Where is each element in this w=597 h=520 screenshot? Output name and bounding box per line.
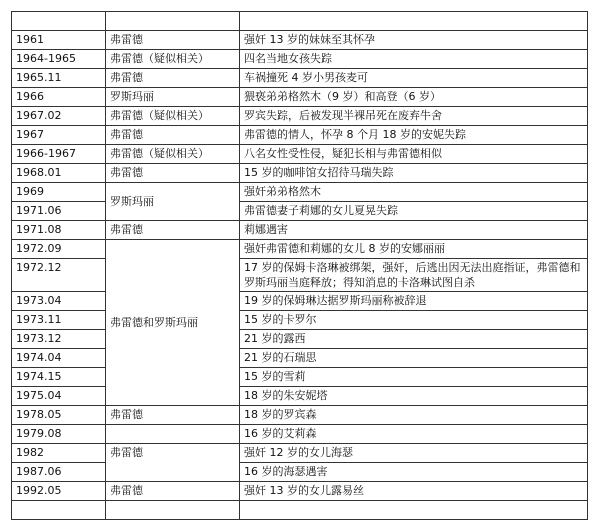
date-cell: 1972.12: [12, 259, 106, 292]
table-row: [12, 164, 588, 183]
table-row: [12, 330, 588, 349]
table-row: [12, 292, 588, 311]
event-cell: 莉娜遇害: [240, 221, 588, 240]
table-row: [12, 145, 588, 164]
table-row: [12, 88, 588, 107]
person-cell: [106, 425, 240, 444]
event-cell: 猥亵弟弟格然木（9 岁）和高登（6 岁）: [240, 88, 588, 107]
event-cell: 16 岁的海瑟遇害: [240, 463, 588, 482]
date-cell: 1967: [12, 126, 106, 145]
table-row: [12, 240, 588, 259]
header-cell-date: [12, 12, 106, 31]
person-cell: 弗雷德: [106, 126, 240, 145]
person-cell: 弗雷德: [106, 221, 240, 240]
table-header-row: [12, 12, 588, 31]
date-cell: 1967.02: [12, 107, 106, 126]
person-cell: 弗雷德: [106, 164, 240, 183]
table-row: [12, 482, 588, 501]
event-cell: 强奸 12 岁的女儿海瑟: [240, 444, 588, 463]
table-row: [12, 444, 588, 463]
event-cell: 八名女性受性侵，疑犯长相与弗雷德相似: [240, 145, 588, 164]
event-cell: 车祸撞死 4 岁小男孩麦可: [240, 69, 588, 88]
date-cell: 1966: [12, 88, 106, 107]
table-row: [12, 126, 588, 145]
date-cell: 1961: [12, 31, 106, 50]
event-cell: 16 岁的艾莉森: [240, 425, 588, 444]
event-cell: 强奸弗雷德和莉娜的女儿 8 岁的安娜丽丽: [240, 240, 588, 259]
date-cell: 1975.04: [12, 387, 106, 406]
date-cell: 1969: [12, 183, 106, 202]
table-row: [12, 183, 588, 202]
header-cell-event: [240, 12, 588, 31]
person-cell: 弗雷德: [106, 482, 240, 501]
table-row: [12, 31, 588, 50]
date-cell: 1968.01: [12, 164, 106, 183]
event-cell: 17 岁的保姆卡洛琳被绑架，强奸，后逃出因无法出庭指证，弗雷德和罗斯玛丽当庭释放；得知消息的卡洛琳试图自杀: [240, 259, 588, 292]
date-cell: 1973.04: [12, 292, 106, 311]
person-cell: 罗斯玛丽: [106, 88, 240, 107]
event-cell: 强奸弟弟格然木: [240, 183, 588, 202]
person-cell: [106, 501, 240, 520]
table-row: [12, 425, 588, 444]
table-row: [12, 501, 588, 520]
date-cell: 1965.11: [12, 69, 106, 88]
event-cell: 19 岁的保姆琳达据罗斯玛丽称被辞退: [240, 292, 588, 311]
date-cell: 1972.09: [12, 240, 106, 259]
table-row: [12, 50, 588, 69]
event-cell: 21 岁的露西: [240, 330, 588, 349]
date-cell: 1966-1967: [12, 145, 106, 164]
table-row: [12, 202, 588, 221]
table-row: [12, 221, 588, 240]
table-row: [12, 463, 588, 482]
date-cell: 1974.04: [12, 349, 106, 368]
date-cell: 1979.08: [12, 425, 106, 444]
person-cell: 弗雷德（疑似相关）: [106, 107, 240, 126]
date-cell: 1971.06: [12, 202, 106, 221]
date-cell: 1971.08: [12, 221, 106, 240]
date-cell: 1973.12: [12, 330, 106, 349]
event-cell: 15 岁的咖啡馆女招待马瑞失踪: [240, 164, 588, 183]
timeline-table: [11, 11, 588, 520]
event-cell: 15 岁的卡罗尔: [240, 311, 588, 330]
event-cell: 18 岁的朱安妮塔: [240, 387, 588, 406]
date-cell: 1973.11: [12, 311, 106, 330]
event-cell: [240, 501, 588, 520]
person-cell: 弗雷德和罗斯玛丽: [106, 240, 240, 406]
person-cell: 弗雷德: [106, 31, 240, 50]
event-cell: 强奸 13 岁的妹妹至其怀孕: [240, 31, 588, 50]
table-row: [12, 368, 588, 387]
table-row: [12, 259, 588, 292]
person-cell: 弗雷德: [106, 406, 240, 425]
person-cell: 罗斯玛丽: [106, 183, 240, 221]
date-cell: 1987.06: [12, 463, 106, 482]
date-cell: 1974.15: [12, 368, 106, 387]
event-cell: 21 岁的石瑞思: [240, 349, 588, 368]
header-cell-person: [106, 12, 240, 31]
table-row: [12, 107, 588, 126]
event-cell: 罗宾失踪，后被发现半裸吊死在废弃牛舍: [240, 107, 588, 126]
event-cell: 15 岁的雪莉: [240, 368, 588, 387]
table-row: [12, 311, 588, 330]
date-cell: 1978.05: [12, 406, 106, 425]
event-cell: 18 岁的罗宾森: [240, 406, 588, 425]
person-cell: 弗雷德（疑似相关）: [106, 145, 240, 164]
event-cell: 弗雷德妻子莉娜的女儿夏晃失踪: [240, 202, 588, 221]
event-cell: 四名当地女孩失踪: [240, 50, 588, 69]
table-row: [12, 349, 588, 368]
date-cell: 1982: [12, 444, 106, 463]
person-cell: 弗雷德: [106, 444, 240, 482]
table-row: [12, 406, 588, 425]
person-cell: 弗雷德: [106, 69, 240, 88]
date-cell: [12, 501, 106, 520]
person-cell: 弗雷德（疑似相关）: [106, 50, 240, 69]
event-cell: 弗雷德的情人，怀孕 8 个月 18 岁的安妮失踪: [240, 126, 588, 145]
table-row: [12, 387, 588, 406]
table-row: [12, 69, 588, 88]
date-cell: 1992.05: [12, 482, 106, 501]
event-cell: 强奸 13 岁的女儿露易丝: [240, 482, 588, 501]
date-cell: 1964-1965: [12, 50, 106, 69]
